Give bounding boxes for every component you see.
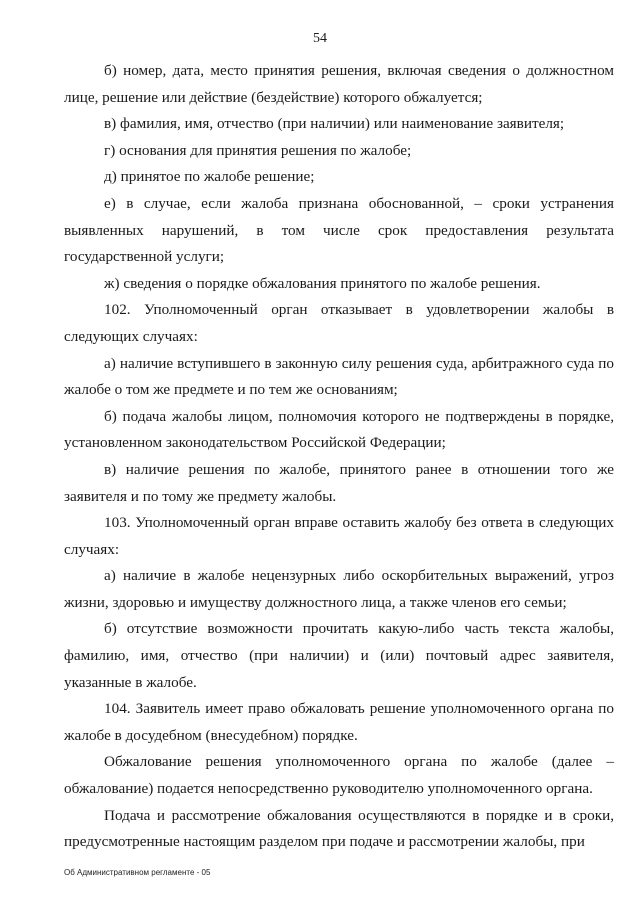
paragraph-g-grounds: г) основания для принятия решения по жалобе; [104,141,412,159]
paragraph-103-a: а) наличие в жалобе нецензурных либо оскорбительных выражений, угроз жизни, здоровью и имуществу должностного лица, а также членов его семьи; [64,567,614,611]
paragraph-d-decision: д) принятое по жалобе решение; [104,168,315,186]
document-body [64,58,614,856]
paragraph-103-b: б) отсутствие возможности прочитать какую-либо часть текста жалобы, фамилию, имя, отчество (при наличии) и (или) почтовый адрес заявителя, указанные в жалобе. [64,620,614,691]
paragraph-appeal-procedure: Подача и рассмотрение обжалования осуществляются в порядке и в сроки, предусмотренные настоящим разделом при подаче и рассмотрении жалобы, при [64,806,614,851]
page-number: 54 [313,31,327,46]
paragraph-102-v: в) наличие решения по жалобе, принятого ранее в отношении того же заявителя и по тому же предмету жалобы. [64,460,614,505]
paragraph-104-right-to-appeal: 104. Заявитель имеет право обжаловать решение уполномоченного органа по жалобе в досудебном (внесудебном) порядке. [64,700,614,744]
paragraph-zh-appeal-procedure: ж) сведения о порядке обжалования принятого по жалобе решения. [104,274,541,292]
paragraph-e-justified-complaint: е) в случае, если жалоба признана обоснованной, – сроки устранения выявленных нарушений, в том числе срок предоставления результата государственной услуги; [64,194,614,266]
paragraph-102-b: б) подача жалобы лицом, полномочия которого не подтверждены в порядке, установленном законодательством Российской Федерации; [64,407,614,452]
paragraph-102-refusal: 102. Уполномоченный орган отказывает в удовлетворении жалобы в следующих случаях: [64,301,614,345]
paragraph-102-a: а) наличие вступившего в законную силу решения суда, арбитражного суда по жалобе о том же предмете и по тем же основаниям; [64,354,614,399]
paragraph-103-no-answer: 103. Уполномоченный орган вправе оставить жалобу без ответа в следующих случаях: [64,514,614,558]
paragraph-v-applicant-name: в) фамилия, имя, отчество (при наличии) или наименование заявителя; [104,115,565,133]
paragraph-b-decision-details: б) номер, дата, место принятия решения, включая сведения о должностном лице, решение или действие (бездействие) которого обжалуется; [64,62,614,106]
page-footer: Об Административном регламенте - 05 [64,868,211,877]
paragraph-appeal-submission: Обжалование решения уполномоченного органа по жалобе (далее – обжалование) подается непосредственно руководителю уполномоченного органа. [64,753,614,798]
